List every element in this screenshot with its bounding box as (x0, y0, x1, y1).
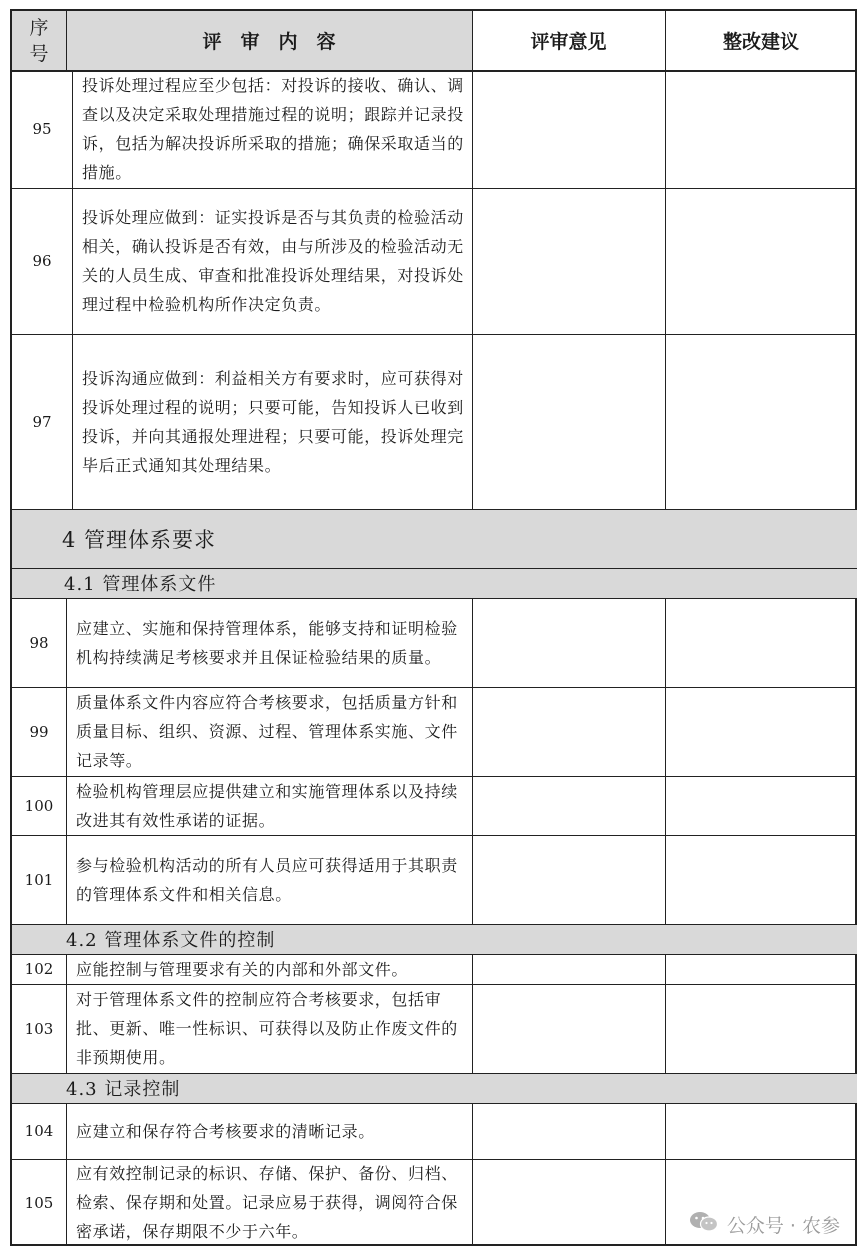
row-divider (12, 1073, 857, 1074)
row-number: 103 (24, 1019, 54, 1038)
row-opinion-cell[interactable] (472, 188, 665, 334)
watermark-text: 公众号 · 农参 (726, 1215, 840, 1237)
row-divider (12, 334, 857, 335)
row-opinion-cell[interactable] (472, 598, 665, 687)
row-number: 97 (32, 412, 52, 431)
row-opinion-cell[interactable] (472, 70, 665, 188)
row-content: 参与检验机构活动的所有人员应可获得适用于其职责的管理体系文件和相关信息。 (76, 855, 458, 904)
row-number: 101 (24, 870, 54, 889)
row-number: 105 (24, 1193, 54, 1212)
subsection-heading: 4.2 管理体系文件的控制 (12, 924, 857, 954)
column-divider (66, 954, 67, 1073)
row-suggestion-cell[interactable] (665, 188, 857, 334)
row-number: 100 (24, 796, 54, 815)
row-suggestion-cell[interactable] (665, 70, 857, 188)
row-suggestion-cell[interactable] (665, 1103, 857, 1159)
row-opinion-cell[interactable] (472, 776, 665, 835)
header-opinion: 评审意见 (530, 31, 607, 53)
row-divider (12, 188, 857, 189)
row-divider (12, 984, 857, 985)
row-suggestion-cell[interactable] (665, 954, 857, 984)
header-content: 评 审 内 容 (66, 11, 472, 70)
row-content: 应能控制与管理要求有关的内部和外部文件。 (76, 959, 409, 979)
row-content: 应有效控制记录的标识、存储、保护、备份、归档、检索、保存期和处置。记录应易于获得，调阅符合保密承诺，保存期限不少于六年。 (76, 1164, 458, 1241)
subsection-heading: 4.3 记录控制 (12, 1073, 857, 1103)
row-divider (12, 835, 857, 836)
column-divider (66, 11, 67, 70)
row-opinion-cell[interactable] (472, 954, 665, 984)
row-divider (12, 776, 857, 777)
row-divider (12, 687, 857, 688)
row-content: 对于管理体系文件的控制应符合考核要求，包括审批、更新、唯一性标识、可获得以及防止作废文件的非预期使用。 (76, 990, 458, 1067)
wechat-icon (689, 1210, 719, 1239)
row-content: 投诉沟通应做到：利益相关方有要求时，应可获得对投诉处理过程的说明；只要可能，告知投诉人已收到投诉，并向其通报处理进程；只要可能，投诉处理完毕后正式通知其处理结果。 (82, 368, 464, 475)
row-number: 104 (24, 1122, 54, 1140)
row-opinion-cell[interactable] (472, 984, 665, 1073)
row-divider (12, 70, 857, 72)
row-suggestion-cell[interactable] (665, 776, 857, 835)
row-opinion-cell[interactable] (472, 1159, 665, 1246)
row-number: 98 (29, 633, 49, 652)
row-number: 102 (24, 960, 54, 978)
review-table (10, 9, 857, 1246)
row-content: 应建立、实施和保持管理体系，能够支持和证明检验机构持续满足考核要求并且保证检验结果的质量。 (76, 618, 458, 667)
row-suggestion-cell[interactable] (665, 687, 857, 776)
column-divider (472, 1103, 473, 1246)
row-divider (12, 924, 857, 925)
row-content: 质量体系文件内容应符合考核要求，包括质量方针和质量目标、组织、资源、过程、管理体系实施、文件记录等。 (76, 693, 458, 770)
column-divider (72, 70, 73, 509)
row-suggestion-cell[interactable] (665, 598, 857, 687)
row-divider (12, 598, 857, 599)
row-divider (12, 1159, 857, 1160)
row-suggestion-cell[interactable] (665, 835, 857, 924)
row-opinion-cell[interactable] (472, 835, 665, 924)
row-content: 应建立和保存符合考核要求的清晰记录。 (76, 1121, 375, 1141)
row-content: 检验机构管理层应提供建立和实施管理体系以及持续改进其有效性承诺的证据。 (76, 781, 458, 830)
row-divider (12, 509, 857, 510)
column-divider (472, 11, 473, 509)
section-heading: 4 管理体系要求 (12, 509, 857, 568)
row-divider (12, 954, 857, 955)
watermark (689, 1210, 840, 1239)
header-suggestion: 整改建议 (722, 31, 799, 53)
column-divider (472, 954, 473, 1073)
row-opinion-cell[interactable] (472, 334, 665, 509)
column-divider (665, 1103, 666, 1246)
row-suggestion-cell[interactable] (665, 334, 857, 509)
row-opinion-cell[interactable] (472, 687, 665, 776)
row-number: 99 (29, 722, 49, 741)
row-divider (12, 1103, 857, 1104)
subsection-heading: 4.1 管理体系文件 (12, 568, 857, 598)
row-content: 投诉处理过程应至少包括：对投诉的接收、确认、调查以及决定采取处理措施过程的说明；跟踪并记录投诉，包括为解决投诉所采取的措施；确保采取适当的措施。 (82, 76, 464, 182)
column-divider (66, 598, 67, 924)
column-divider (66, 1103, 67, 1246)
row-suggestion-cell[interactable] (665, 984, 857, 1073)
row-opinion-cell[interactable] (472, 1103, 665, 1159)
column-divider (665, 598, 666, 924)
column-divider (665, 954, 666, 1073)
column-divider (665, 11, 666, 509)
row-number: 95 (32, 120, 52, 138)
row-content: 投诉处理应做到：证实投诉是否与其负责的检验活动相关，确认投诉是否有效，由与所涉及的检验活动无关的人员生成、审查和批准投诉处理结果，对投诉处理过程中检验机构所作决定负责。 (82, 208, 464, 314)
column-divider (472, 598, 473, 924)
header-number: 序号 (12, 11, 66, 70)
row-divider (12, 568, 857, 569)
row-number: 96 (32, 252, 52, 270)
